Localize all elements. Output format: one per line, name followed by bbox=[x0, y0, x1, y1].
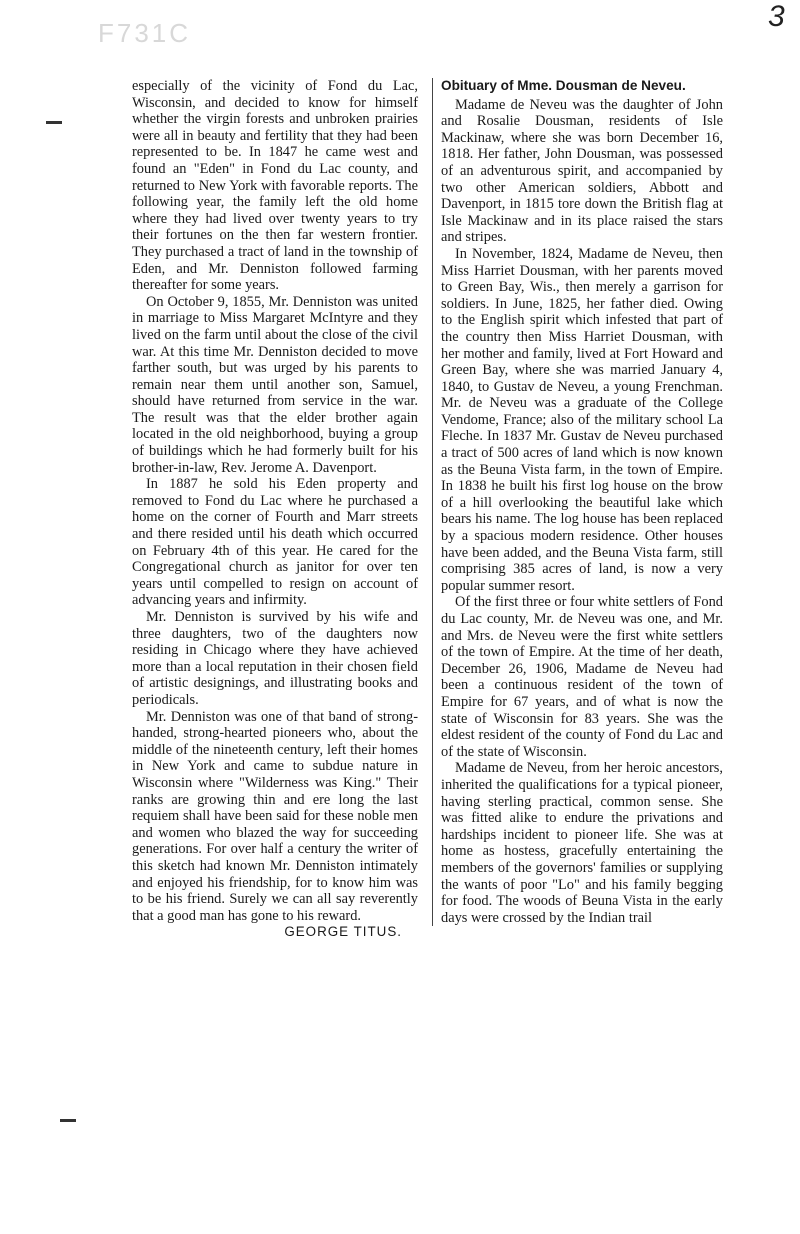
left-paragraph-3: In 1887 he sold his Eden property and removed to Fond du Lac where he purchased a home on the corner of Fourth and Marr streets and there resided until his death which occurred on February 4th of this year. He cared for the Congregational church as janitor for over ten years until compelled to resign on account of advancing years and infirmity. bbox=[132, 476, 418, 609]
right-column bbox=[432, 78, 723, 926]
margin-mark-top bbox=[46, 121, 62, 124]
left-paragraph-2: On October 9, 1855, Mr. Denniston was united in marriage to Miss Margaret McIntyre and they lived on the farm until about the close of the civil war. At this time Mr. Denniston decided to move farther south, but was urged by his parents to remain near them until another son, Samuel, should have returned from service in the war. The result was that the elder brother again located in the old neighborhood, buying a group of buildings which he had formerly built for his brother-in-law, Rev. Jerome A. Davenport. bbox=[132, 293, 418, 476]
right-paragraph-3: Of the first three or four white settlers of Fond du Lac county, Mr. de Neveu was one, and Mr. and Mrs. de Neveu were the first white settlers of the town of Empire. At the time of her death, December 26, 1906, Madame de Neveu had been a continuous resident of the town of Empire for 67 years, and of what is now the state of Wisconsin for 83 years. She was the eldest resident of the county of Fond du Lac and of the state of Wisconsin. bbox=[441, 594, 723, 760]
right-paragraph-2: In November, 1824, Madame de Neveu, then Miss Harriet Dousman, with her parents moved to Green Bay, Wis., then merely a garrison for soldiers. In June, 1825, her father died. Owing to the English spirit which infested that part of the country then Miss Harriet Dousman, with her mother and family, lived at Fort Howard and Green Bay, where she was married January 4, 1840, to Gustav de Neveu, a young Frenchman. Mr. de Neveu was a graduate of the College Vendome, France; also of the military school La Fleche. In 1837 Mr. Gustav de Neveu purchased a tract of 500 acres of land which is now known as the Beuna Vista farm, in the town of Empire. In 1838 he built his first log house on the brow of a hill overlooking the beautiful lake which bears his name. The log house has been replaced by a spacious modern residence. Other houses have been added, and the Beuna Vista farm, still comprising 385 acres of land, is now a very popular summer resort. bbox=[441, 245, 723, 594]
margin-mark-bottom bbox=[60, 1119, 76, 1122]
page-number: 3 bbox=[768, 0, 785, 33]
faded-stamp: F731C bbox=[98, 18, 192, 48]
left-paragraph-1: especially of the vicinity of Fond du Lac, Wisconsin, and decided to know for himself whether the virgin forests and unbroken prairies were all in beauty and fertility that they had been represented to be. In 1847 he came west and found an "Eden" in Fond du Lac county, and returned to New York with favorable reports. The following year, the family left the old home where they had lived over twenty years to try their fortunes on the then far western frontier. They purchased a tract of land in the township of Eden, and Mr. Denniston followed farming thereafter for some years. bbox=[132, 78, 418, 294]
right-paragraph-4: Madame de Neveu, from her heroic ancestors, inherited the qualifications for a typical pioneer, having sterling practical, common sense. She was fitted alike to endure the privations and hardships incident to pioneer life. She was at home as hostess, gracefully entertaining the members of the governors' families or supplying the wants of poor "Lo" and his family begging for food. The woods of Beuna Vista in the early days were crossed by the Indian trail bbox=[441, 760, 723, 926]
left-paragraph-5: Mr. Denniston was one of that band of strong-handed, strong-hearted pioneers who, about the middle of the nineteenth century, left their homes in New York and came to subdue nature in Wisconsin where "Wilderness was King." Their ranks are growing thin and ere long the last requiem shall have been said for these noble men and women who blazed the way for succeeding generations. For over half a century the writer of this sketch had known Mr. Denniston intimately and enjoyed his friendship, for to know him was to be his friend. Surely we can all say reverently that a good man has gone to his reward. bbox=[132, 708, 418, 924]
obituary-headline: Obituary of Mme. Dousman de Neveu. bbox=[441, 78, 686, 93]
left-paragraph-4: Mr. Denniston is survived by his wife and three daughters, two of the daughters now residing in Chicago where they have achieved more than a local reputation in their chosen field of artistic designings, and illustrating books and periodicals. bbox=[132, 609, 418, 708]
signature: GEORGE TITUS. bbox=[284, 924, 402, 940]
left-column bbox=[128, 78, 418, 941]
right-paragraph-1: Madame de Neveu was the daughter of John and Rosalie Dousman, residents of Isle Mackinaw, where she was born December 16, 1818. Her father, John Dousman, was possessed of an adventurous spirit, and accompanied by two other American soldiers, Abbott and Davenport, in 1815 tore down the British flag at Isle Mackinaw and in its place raised the stars and stripes. bbox=[441, 96, 723, 246]
